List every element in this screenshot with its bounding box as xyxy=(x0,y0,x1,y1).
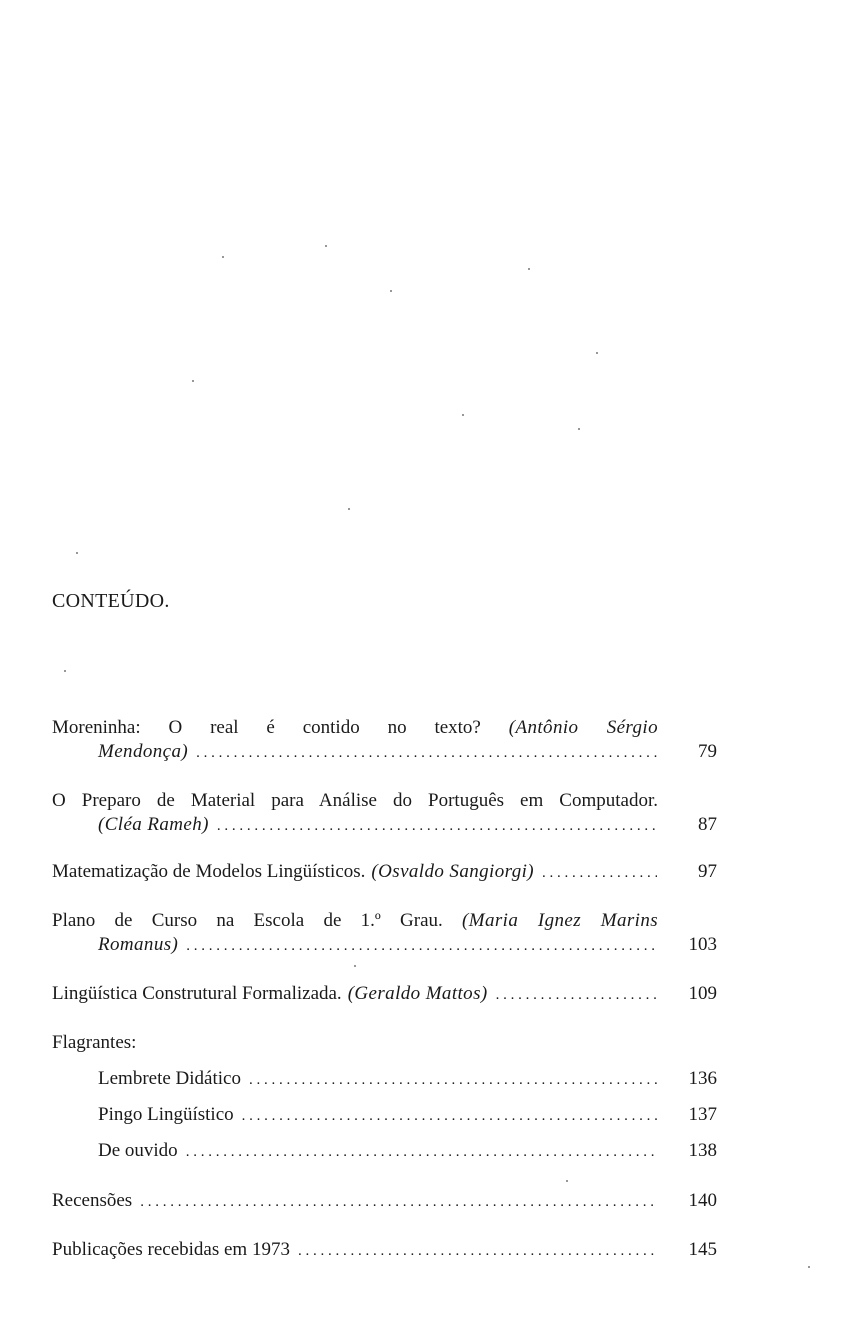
toc-entry-title-line xyxy=(52,789,658,813)
dot-leader xyxy=(542,861,657,885)
toc-subentry-page: 138 xyxy=(688,1140,717,1161)
scan-speck xyxy=(354,965,356,967)
toc-entry-author: (Geraldo Mattos) xyxy=(347,983,488,1004)
toc-entry-author: (Maria Ignez Marins xyxy=(462,910,659,931)
scan-speck xyxy=(528,268,530,270)
scan-speck xyxy=(578,428,580,430)
toc-entry-page: 145 xyxy=(688,1239,717,1260)
toc-entry xyxy=(52,982,717,1006)
dot-leader xyxy=(186,934,657,958)
toc-entry-author: (Cléa Rameh) xyxy=(98,814,209,835)
dot-leader xyxy=(242,1104,657,1128)
toc-entry-page: 87 xyxy=(698,814,717,835)
page-title: CONTEÚDO. xyxy=(52,590,170,612)
toc-entry-author: (Antônio Sérgio xyxy=(508,717,659,738)
scan-speck xyxy=(76,552,78,554)
scan-speck xyxy=(566,1180,568,1182)
toc-entry-title-line xyxy=(52,909,658,933)
toc-subentry xyxy=(52,1103,717,1127)
dot-leader xyxy=(186,1140,657,1164)
dot-leader xyxy=(496,983,657,1007)
toc-entry-author: (Osvaldo Sangiorgi) xyxy=(371,861,534,882)
toc-entry-author-line xyxy=(52,740,717,764)
dot-leader xyxy=(196,741,657,765)
scan-speck xyxy=(325,245,327,247)
toc-entry xyxy=(52,716,717,764)
toc-entry-title: Matematização de Modelos Lingüísticos. xyxy=(52,861,366,882)
scan-speck xyxy=(222,256,224,258)
toc-entry-publicacoes xyxy=(52,1238,717,1262)
toc-subentry-page: 136 xyxy=(688,1068,717,1089)
toc-entry xyxy=(52,909,717,957)
scan-speck xyxy=(192,380,194,382)
toc-entry-page: 79 xyxy=(698,741,717,762)
toc-entry-author-line xyxy=(52,933,717,957)
toc-subentry-title: Lembrete Didático xyxy=(98,1068,241,1089)
toc-section-label: Flagrantes: xyxy=(52,1032,137,1053)
toc-entry-author: Romanus) xyxy=(98,934,179,955)
toc-entry xyxy=(52,789,717,837)
toc-entry-title: Moreninha: O real é contido no texto? xyxy=(52,717,481,738)
dot-leader xyxy=(298,1239,657,1263)
dot-leader xyxy=(140,1190,657,1214)
toc-section-flagrantes xyxy=(52,1031,717,1055)
toc-entry-title: Plano de Curso na Escola de 1.º Grau. xyxy=(52,910,443,931)
toc-entry-page: 103 xyxy=(688,934,717,955)
toc-entry-line xyxy=(52,860,717,884)
dot-leader xyxy=(217,814,657,838)
scan-speck xyxy=(596,352,598,354)
scan-speck xyxy=(390,290,392,292)
toc-subentry-title: De ouvido xyxy=(98,1140,178,1161)
toc-subentry-page: 137 xyxy=(688,1104,717,1125)
scan-speck xyxy=(462,414,464,416)
toc-entry-title-line xyxy=(52,716,658,740)
scan-speck xyxy=(348,508,350,510)
toc-entry xyxy=(52,860,717,884)
toc-entry-title: Recensões xyxy=(52,1190,133,1211)
toc-subentry xyxy=(52,1067,717,1091)
toc-subentry-title: Pingo Lingüístico xyxy=(98,1104,234,1125)
toc-entry-page: 109 xyxy=(688,983,717,1004)
toc-entry-author: Mendonça) xyxy=(98,741,189,762)
toc-entry-recensoes xyxy=(52,1189,717,1213)
toc-entry-line xyxy=(52,982,717,1006)
toc-entry-page: 97 xyxy=(698,861,717,882)
toc-entry-author-line xyxy=(52,813,717,837)
toc-entry-title: Publicações recebidas em 1973 xyxy=(52,1239,290,1260)
toc-entry-title: Lingüística Construtural Formalizada. xyxy=(52,983,342,1004)
scan-speck xyxy=(64,670,66,672)
toc-entry-title: O Preparo de Material para Análise do Português em Computador. xyxy=(52,790,658,811)
scan-speck xyxy=(808,1266,810,1268)
toc-entry-page: 140 xyxy=(688,1190,717,1211)
dot-leader xyxy=(249,1068,657,1092)
toc-subentry xyxy=(52,1139,717,1163)
